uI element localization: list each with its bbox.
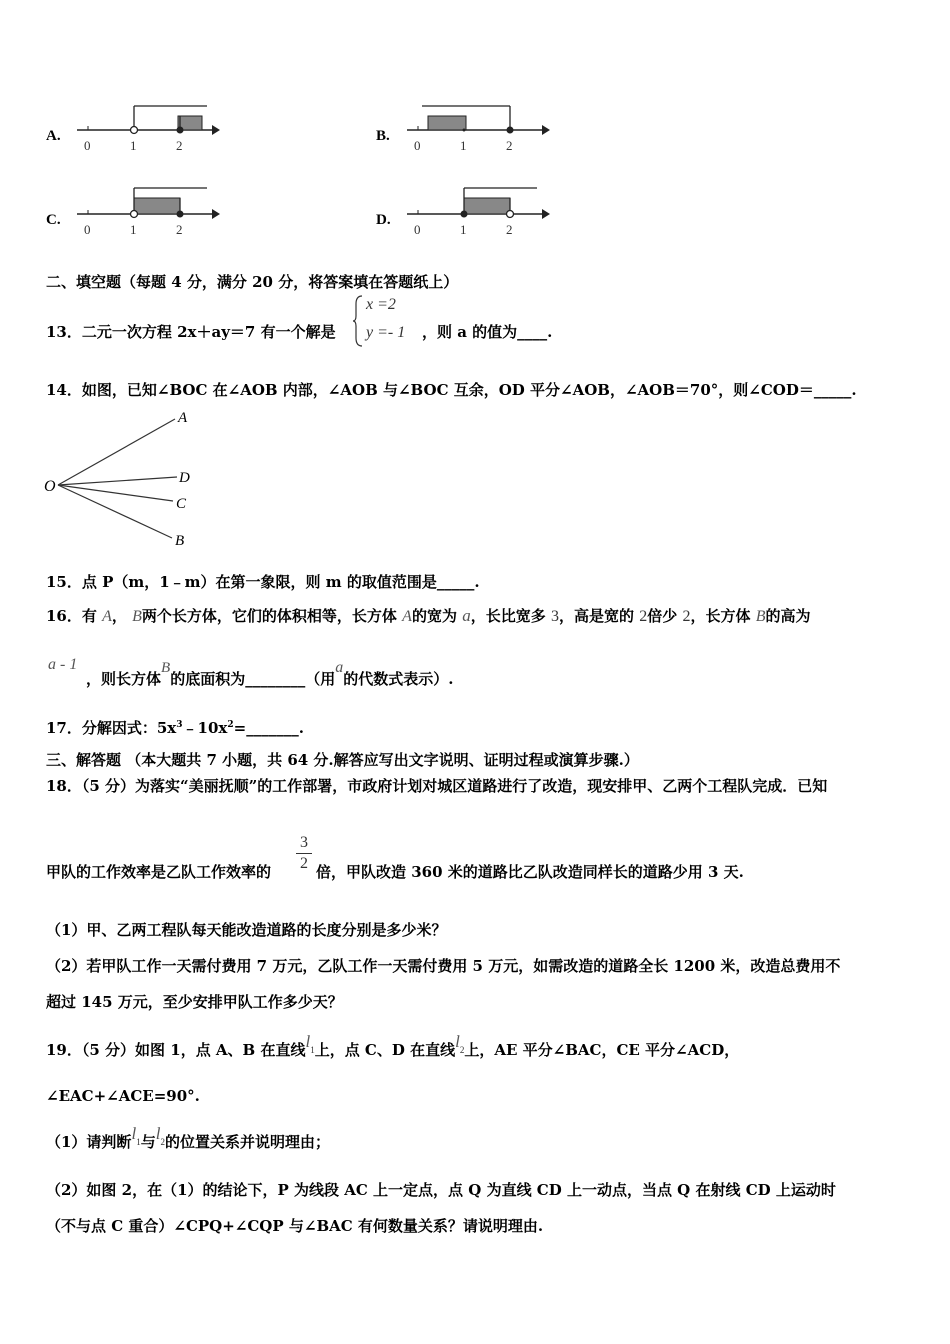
svg-text:0: 0 (84, 222, 91, 237)
q18-sub2-line1: （2）若甲队工作一天需付费用 7 万元，乙队工作一天需付费用 5 万元，如需改造的道路全长 1200 米，改造总费用不 (46, 957, 841, 975)
svg-text:1: 1 (460, 222, 467, 237)
svg-text:2: 2 (176, 222, 183, 237)
tick-2: 2 (176, 138, 183, 153)
q17-text: 17．分解因式：$5x^3﹣10x^2=\_\_\_\_\_\_\_$. (46, 719, 304, 737)
q13-eq2: y =- 1 (366, 324, 406, 341)
q19-line2: ∠EAC+∠ACE=90°. (46, 1087, 200, 1105)
svg-text:1: 1 (130, 222, 137, 237)
section-3-title: 三、解答题 （本大题共 7 小题，共 64 分.解答应写出文字说明、证明过程或演算步骤.） (46, 751, 639, 769)
q15-text: 15．点 P（m，1﹣m）在第一象限，则 m 的取值范围是_____. (46, 573, 480, 591)
q18-fraction: 3 2 (296, 834, 312, 873)
point-d-label: D (179, 470, 190, 486)
point-c-label: C (176, 496, 187, 512)
option-c-label: C. (46, 212, 61, 228)
tick-1: 1 (130, 138, 137, 153)
number-line-d (402, 182, 552, 242)
q14-text: 14．如图，已知∠BOC 在∠AOB 内部，∠AOB 与∠BOC 互余，OD 平分∠AOB，∠AOB＝70°，则∠COD＝_____. (46, 381, 857, 399)
q13-suffix: ，则 a 的值为____. (422, 323, 553, 341)
option-a-label: A. (46, 128, 61, 144)
q19-sub2-line1: （2）如图 2，在（1）的结论下，P 为线段 AC 上一定点，点 Q 为直线 CD 上一动点，当点 Q 在射线 CD 上运动时 (46, 1181, 836, 1199)
q14-angle-figure (40, 405, 210, 559)
q19-line1: 19．（5 分）如图 1，点 A、B 在直线$l_1$上，点 C、D 在直线$l_2$上，AE 平分∠BAC，CE 平分∠ACD， (46, 1032, 740, 1059)
q18-line1: 18．（5 分）为落实“美丽抚顺”的工作部署，市政府计划对城区道路进行了改造，现安排甲、乙两个工程队完成．已知 (46, 777, 828, 795)
svg-text:0: 0 (414, 138, 421, 153)
q13-prefix: 13．二元一次方程 2x＋ay＝7 有一个解是 (46, 323, 336, 341)
q18-line2-a: 甲队的工作效率是乙队工作效率的 (46, 863, 272, 881)
option-d-label: D. (376, 212, 391, 228)
q16-line2: ，则长方体B的底面积为________（用a的代数式表示）. (86, 659, 454, 688)
point-b-label: B (175, 533, 185, 549)
point-a-label: A (178, 410, 188, 426)
q19-sub1: （1）请判断$l_1$与$l_2$的位置关系并说明理由； (46, 1124, 330, 1151)
svg-text:1: 1 (460, 138, 467, 153)
section-2-title: 二、填空题（每题 4 分，满分 20 分，将答案填在答题纸上） (46, 273, 459, 291)
q19-sub2-line2: （不与点 C 重合）∠CPQ+∠CQP 与∠BAC 有何数量关系？请说明理由. (46, 1217, 544, 1235)
q16-line1: 16．有 A， B两个长方体，它们的体积相等，长方体 A的宽为 a，长比宽多 3，高是宽的 2倍少 2，长方体 B的高为 (46, 606, 811, 625)
point-o-label: O (44, 478, 56, 495)
number-line-c (72, 182, 222, 242)
q18-line2-b: 倍，甲队改造 360 米的道路比乙队改造同样长的道路少用 3 天. (316, 863, 744, 881)
option-b-label: B. (376, 128, 390, 144)
tick-0: 0 (84, 138, 91, 153)
q18-sub2-line2: 超过 145 万元，至少安排甲队工作多少天？ (46, 993, 343, 1011)
q18-sub1: （1）甲、乙两工程队每天能改造道路的长度分别是多少米？ (46, 921, 447, 939)
q13-eq1: x =2 (366, 296, 396, 313)
number-line-a (72, 98, 222, 158)
brace-icon (352, 294, 364, 348)
svg-text:2: 2 (506, 222, 513, 237)
q13-system (352, 294, 422, 348)
svg-text:2: 2 (506, 138, 513, 153)
number-line-b (402, 98, 552, 158)
svg-text:0: 0 (414, 222, 421, 237)
q16-expr: a - 1 (48, 656, 78, 673)
